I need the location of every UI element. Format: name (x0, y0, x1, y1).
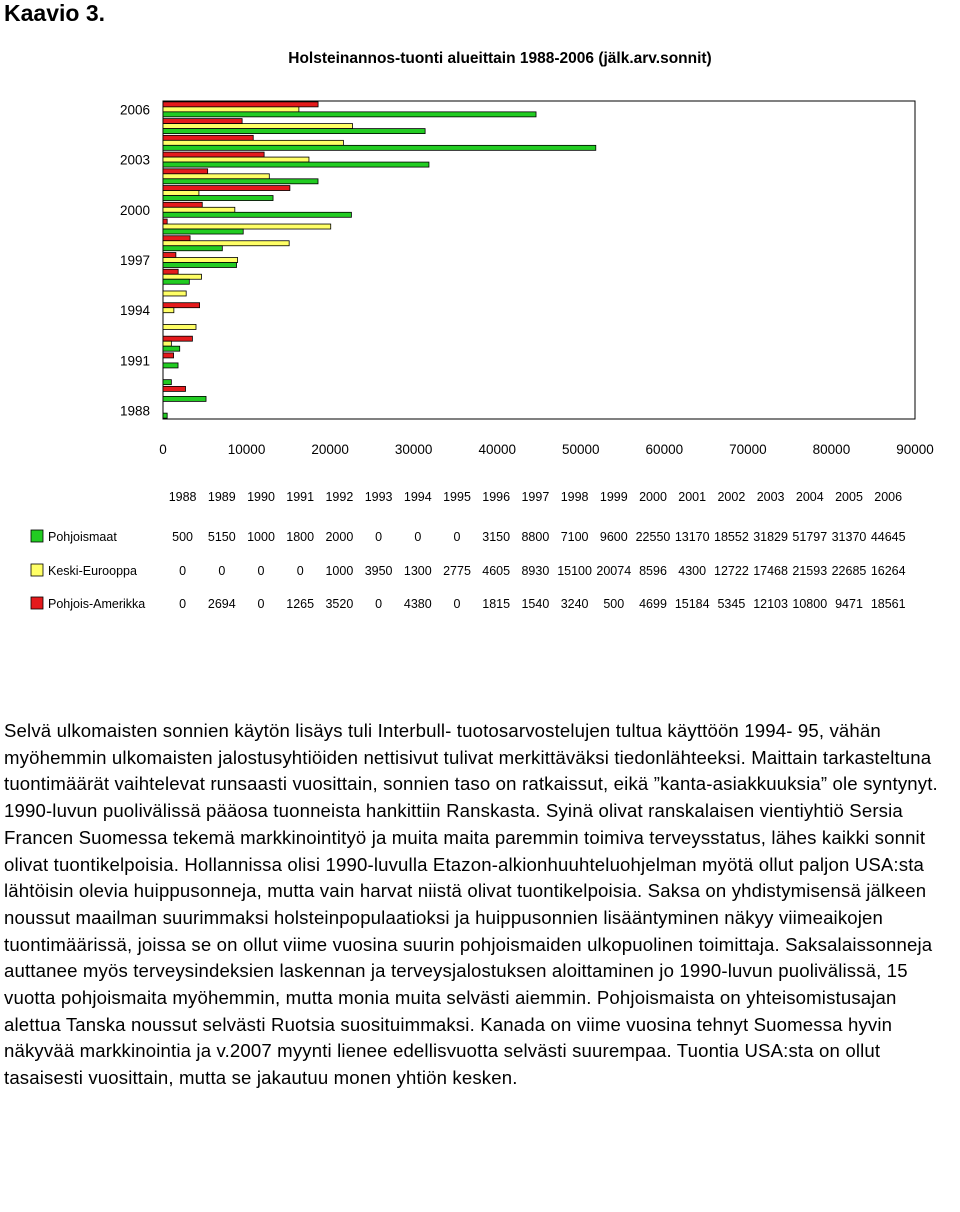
x-tick-label: 40000 (478, 442, 516, 457)
table-header-year: 1989 (207, 490, 236, 504)
table-header-year: 1997 (521, 490, 550, 504)
table-cell: 31370 (831, 530, 867, 544)
bar-keski-eurooppa-2004 (163, 140, 343, 145)
table-cell: 1540 (521, 597, 550, 611)
page-heading: Kaavio 3. (4, 0, 105, 26)
table-cell: 5345 (717, 597, 746, 611)
y-tick-label: 2003 (119, 152, 150, 168)
table-header-year: 1998 (560, 490, 589, 504)
table-header-year: 1993 (364, 490, 393, 504)
y-axis-tick-labels (120, 102, 151, 418)
table-cell: 2000 (325, 530, 354, 544)
bar-keski-eurooppa-2005 (163, 124, 353, 129)
table-cell: 0 (453, 597, 461, 611)
table-cell: 17468 (753, 564, 788, 578)
bar-pohjoismaat-1991 (163, 363, 178, 368)
bar-keski-eurooppa-1998 (163, 241, 289, 246)
table-cell: 0 (257, 564, 265, 578)
table-header-year: 1995 (443, 490, 471, 504)
x-tick-label: 0 (159, 442, 167, 457)
bar-keski-eurooppa-2000 (163, 207, 235, 212)
table-cell: 15184 (674, 597, 710, 611)
x-axis-tick-labels (159, 442, 934, 457)
table-cell: 3150 (482, 530, 511, 544)
bar-pohjois-amerikka-1992 (163, 336, 192, 341)
table-cell: 21593 (792, 564, 828, 578)
x-tick-label: 50000 (562, 442, 600, 457)
bar-pohjois-amerikka-1999 (163, 219, 167, 224)
table-cell: 4605 (482, 564, 511, 578)
x-tick-label: 80000 (812, 442, 851, 457)
legend-swatch (31, 564, 43, 576)
table-cell: 10800 (792, 597, 828, 611)
table-header-year: 1991 (286, 490, 315, 504)
table-cell: 0 (375, 530, 383, 544)
table-cell: 4300 (678, 564, 707, 578)
bar-pohjoismaat-2002 (163, 179, 318, 184)
table-cell: 3520 (325, 597, 354, 611)
bar-pohjois-amerikka-1996 (163, 269, 178, 274)
bar-pohjoismaat-1988 (163, 413, 167, 418)
bar-pohjoismaat-2000 (163, 212, 351, 217)
bar-pohjoismaat-2004 (163, 145, 596, 150)
table-cell: 16264 (870, 564, 906, 578)
bar-pohjois-amerikka-2000 (163, 202, 202, 207)
bar-keski-eurooppa-1992 (163, 341, 171, 346)
bar-keski-eurooppa-1993 (163, 324, 196, 329)
bar-pohjoismaat-1989 (163, 396, 206, 401)
bar-keski-eurooppa-1995 (163, 291, 186, 296)
table-cell: 0 (414, 530, 422, 544)
table-cell: 0 (257, 597, 265, 611)
x-tick-label: 20000 (311, 442, 349, 457)
table-cell: 500 (603, 597, 625, 611)
table-cell: 0 (179, 564, 187, 578)
table-cell: 20074 (596, 564, 632, 578)
bar-keski-eurooppa-1997 (163, 258, 238, 263)
table-cell: 9471 (835, 597, 863, 611)
y-tick-label: 1991 (119, 353, 150, 369)
table-cell: 2694 (207, 597, 236, 611)
table-cell: 9600 (599, 530, 628, 544)
bar-pohjois-amerikka-1989 (163, 386, 186, 391)
table-cell: 1300 (403, 564, 432, 578)
bar-keski-eurooppa-1999 (163, 224, 331, 229)
table-header-year: 2000 (639, 490, 667, 504)
table-cell: 4380 (403, 597, 432, 611)
table-row-label: Pohjoismaat (48, 530, 117, 544)
table-cell: 1000 (325, 564, 354, 578)
bar-pohjoismaat-1990 (163, 380, 171, 385)
table-cell: 1800 (286, 530, 315, 544)
bar-pohjoismaat-2001 (163, 196, 273, 201)
table-cell: 3950 (364, 564, 393, 578)
table-cell: 2775 (443, 564, 471, 578)
bar-pohjois-amerikka-2004 (163, 135, 253, 140)
table-row-label: Pohjois-Amerikka (48, 597, 146, 611)
bar-pohjois-amerikka-1997 (163, 253, 176, 258)
y-tick-label: 2000 (119, 202, 150, 218)
bar-pohjois-amerikka-2003 (163, 152, 264, 157)
table-header-year: 2002 (717, 490, 746, 504)
y-tick-label: 2006 (119, 102, 150, 118)
table-cell: 8596 (639, 564, 667, 578)
bar-pohjoismaat-2005 (163, 129, 425, 134)
chart-title: Holsteinannos-tuonti alueittain 1988-2006 (jälk.arv.sonnit) (288, 50, 712, 67)
table-cell: 15100 (557, 564, 592, 578)
bar-keski-eurooppa-1996 (163, 274, 201, 279)
table-cell: 1000 (247, 530, 275, 544)
bar-pohjois-amerikka-2002 (163, 169, 208, 174)
x-tick-label: 60000 (645, 442, 684, 457)
table-cell: 13170 (674, 530, 710, 544)
bar-pohjoismaat-1997 (163, 263, 237, 268)
x-tick-label: 90000 (896, 442, 934, 457)
table-cell: 18561 (870, 597, 906, 611)
table-cell: 4699 (639, 597, 667, 611)
data-table (31, 490, 906, 611)
table-cell: 44645 (870, 530, 906, 544)
y-tick-label: 1997 (119, 253, 150, 268)
table-header-year: 1990 (247, 490, 275, 504)
bar-keski-eurooppa-2001 (163, 191, 199, 196)
table-cell: 0 (296, 564, 304, 578)
table-cell: 8930 (521, 564, 550, 578)
table-header-year: 1988 (168, 490, 197, 504)
table-header-year: 2001 (678, 490, 707, 504)
bar-pohjoismaat-1992 (163, 346, 180, 351)
body-paragraph: Selvä ulkomaisten sonnien käytön lisäys tuli Interbull- tuotosarvostelujen tultua käyttöön 1994- 95, vähän myöhemmin ulkomaisten jalostusyhtiöiden nettisivut tulivat merkittäväksi tiedonlähteeksi. Maittain tarkasteltuna tuontimäärät vaihtelevat runsaasti vuosittain, sonnien taso on ratkaissut, eikä ”kanta-asiakkuuksia” ole syntynyt. 1990-luvun puolivälissä pääosa tuonneista hankittiin Ranskasta. Syinä olivat ranskalaisen vientiyhtiö Sersia Francen Suomessa tekemä markkinointityö ja muita maita paremmin toimiva terveysstatus, lähes kaikki sonnit olivat tuontikelpoisia. Hollannissa olisi 1990-luvulla Etazon-alkionhuuhteluohjelman myötä ollut paljon USA:sta lähtöisin olevia huippusonneja, mutta vain harvat niistä olivat tuontikelpoisia. Saksa on yhdistymisensä jälkeen noussut maailman suurimmaksi holsteinpopulaatioksi ja huippusonnien lisääntyminen näkyy viimeaikojen tuontimäärissä, joissa se on ollut viime vuosina suurin pohjoismaiden ulkopuolinen toimittaja. Saksalaissonneja auttanee myös terveysindeksien laskennan ja terveysjalostuksen aloittaminen jo 1990-luvun puolivälissä, 15 vuotta pohjoismaita myöhemmin, mutta monia muita selvästi aiemmin. Pohjoismaista on yhteisomistusajan alettua Tanska noussut selvästi Ruotsia suosituimmaksi. Kanada on viime vuosina tehnyt Suomessa hyvin näkyvää markkinointia ja v.2007 myynti lienee edellisvuotta selvästi suurempaa. Tuontia USA:sta on ollut tasaisesti vuosittain, mutta se jakautuu monen yhtiön kesken. (4, 720, 938, 1089)
bar-pohjoismaat-2006 (163, 112, 536, 117)
table-header-year: 2004 (795, 490, 824, 504)
x-tick-label: 30000 (394, 442, 433, 457)
table-cell: 1265 (286, 597, 315, 611)
legend-swatch (31, 597, 43, 609)
bar-keski-eurooppa-1994 (163, 308, 174, 313)
bar-pohjois-amerikka-2005 (163, 119, 242, 124)
table-header-year: 1999 (599, 490, 628, 504)
bar-keski-eurooppa-2002 (163, 174, 269, 179)
table-header-year: 2005 (835, 490, 863, 504)
bar-pohjois-amerikka-1991 (163, 353, 174, 358)
table-cell: 22685 (831, 564, 867, 578)
x-tick-label: 70000 (729, 442, 767, 457)
y-tick-label: 1988 (119, 403, 150, 419)
plot-area (163, 101, 915, 419)
table-cell: 12722 (714, 564, 749, 578)
table-row-label: Keski-Eurooppa (48, 564, 137, 578)
table-cell: 51797 (792, 530, 828, 544)
table-cell: 22550 (635, 530, 671, 544)
table-cell: 12103 (753, 597, 788, 611)
bar-pohjoismaat-1999 (163, 229, 243, 234)
bar-keski-eurooppa-2003 (163, 157, 309, 162)
table-header-year: 1992 (325, 490, 354, 504)
table-cell: 3240 (560, 597, 589, 611)
bar-pohjois-amerikka-1994 (163, 303, 200, 308)
table-cell: 0 (453, 530, 461, 544)
table-cell: 0 (218, 564, 226, 578)
bar-pohjois-amerikka-2001 (163, 186, 290, 191)
table-cell: 18552 (714, 530, 749, 544)
bar-pohjoismaat-1998 (163, 246, 222, 251)
bar-pohjois-amerikka-1998 (163, 236, 190, 241)
table-cell: 500 (172, 530, 194, 544)
table-cell: 0 (179, 597, 187, 611)
table-header-year: 2003 (756, 490, 785, 504)
table-cell: 7100 (560, 530, 589, 544)
bar-pohjoismaat-2003 (163, 162, 429, 167)
table-cell: 5150 (207, 530, 236, 544)
table-cell: 8800 (521, 530, 550, 544)
y-tick-label: 1994 (119, 303, 150, 319)
bar-keski-eurooppa-2006 (163, 107, 299, 112)
table-header-year: 2006 (874, 490, 903, 504)
bar-pohjoismaat-1996 (163, 279, 189, 284)
table-header-year: 1994 (403, 490, 432, 504)
legend-swatch (31, 530, 43, 542)
table-cell: 1815 (482, 597, 511, 611)
x-tick-label: 10000 (227, 442, 266, 457)
table-header-year: 1996 (482, 490, 511, 504)
bar-pohjois-amerikka-2006 (163, 102, 318, 107)
table-cell: 31829 (753, 530, 788, 544)
table-cell: 0 (375, 597, 383, 611)
